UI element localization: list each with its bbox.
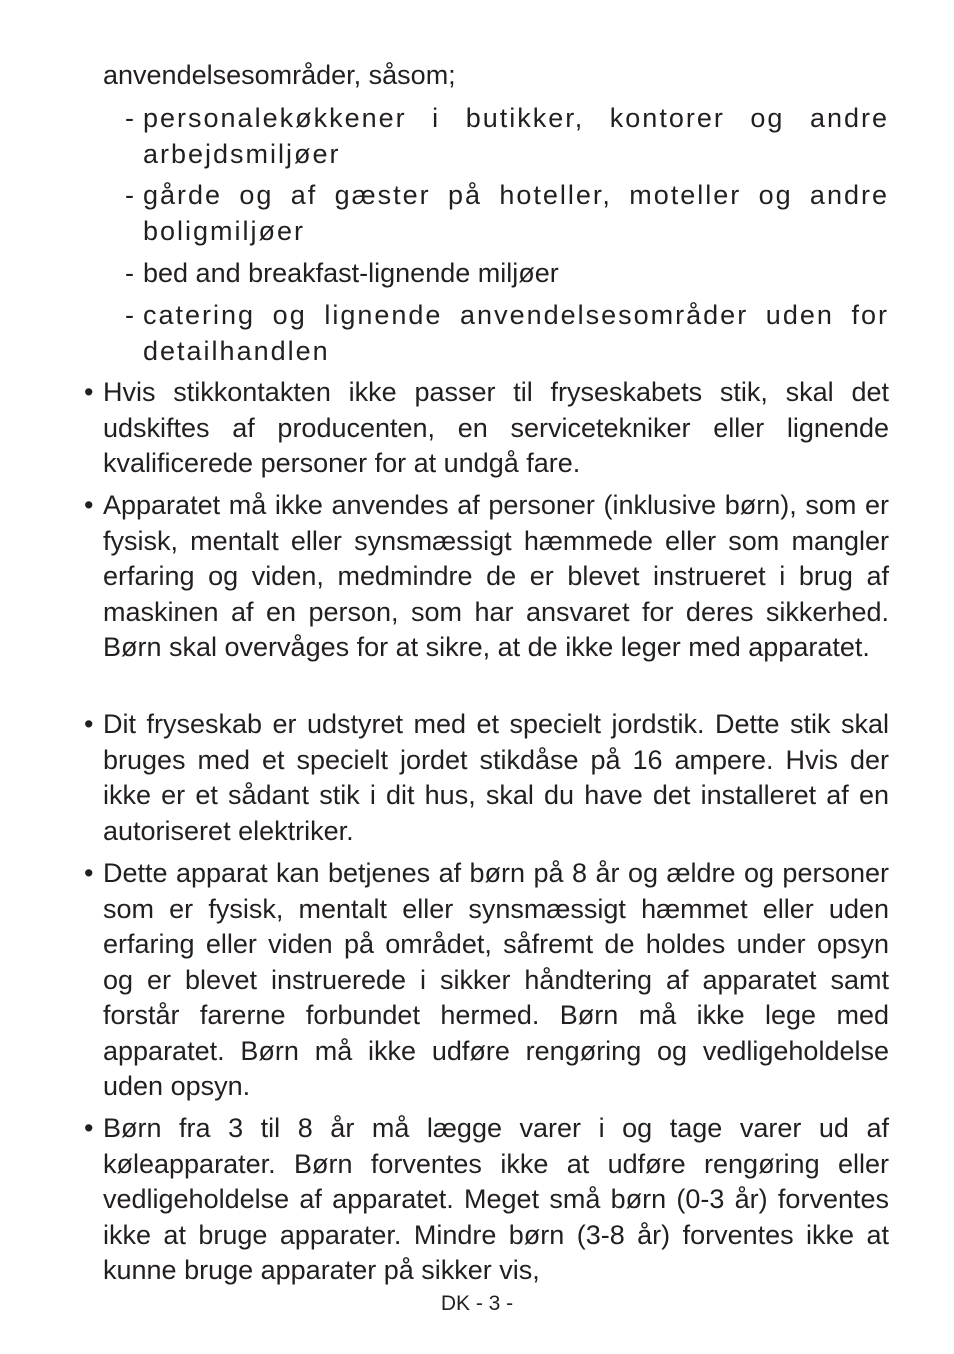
bullet-text: Hvis stikkontakten ikke passer til fryseskabets stik, skal det udskiftes af producenten, en servicetekniker eller lignende kvalificerede personer for at undgå fare. [103,377,889,478]
dash-marker: - [125,258,134,288]
bullet-marker: • [84,858,94,888]
sub-item-text: catering og lignende anvendelsesområder uden for detailhandlen [143,300,889,366]
bullet-text: Apparatet må ikke anvendes af personer (inklusive børn), som er fysisk, mentalt eller synsmæssigt hæmmede eller som mangler erfaring og viden, medmindre de er blevet instrueret i brug af maskinen af en person, som har ansvaret for deres sikkerhed. Børn skal overvåges for at sikre, at de ikke leger med apparatet. [103,490,889,662]
bullet-plug-replacement [84,375,889,482]
bullet-grounded-plug [84,707,889,849]
sub-item-staff-kitchens [125,101,889,172]
sub-item-hotel-guests [125,178,889,249]
bullet-children-ages [84,1111,889,1289]
intro-line: anvendelsesområder, såsom; [103,60,456,90]
bullet-children-supervision [84,856,889,1105]
sub-item-text: gårde og af gæster på hoteller, moteller og andre boligmiljøer [143,180,889,246]
bullet-marker: • [84,490,94,520]
dash-marker: - [125,103,134,133]
sub-item-catering [125,298,889,369]
sub-item-text: bed and breakfast-lignende miljøer [143,258,559,288]
bullet-restricted-persons [84,488,889,666]
bullet-marker: • [84,709,94,739]
sub-item-bed-and-breakfast [125,256,889,292]
page-number: DK - 3 - [440,1292,514,1315]
dash-marker: - [125,180,134,210]
dash-marker: - [125,300,134,330]
bullet-text: Dette apparat kan betjenes af børn på 8 år og ældre og personer som er fysisk, mentalt eller synsmæssigt hæmmet eller uden erfaring eller viden på området, såfremt de holdes under opsyn og er blevet instruerede i sikker håndtering af apparatet samt forstår farerne forbundet hermed. Børn må ikke lege med apparatet. Børn må ikke udføre rengøring og vedligeholdelse uden opsyn. [103,858,889,1101]
bullet-marker: • [84,377,94,407]
bullet-text: Dit fryseskab er udstyret med et specielt jordstik. Dette stik skal bruges med et specielt jordet stikdåse på 16 ampere. Hvis der ikke er et sådant stik i dit hus, skal du have det installeret af en autoriseret elektriker. [103,709,889,846]
bullet-marker: • [84,1113,94,1143]
bullet-text: Børn fra 3 til 8 år må lægge varer i og tage varer ud af køleapparater. Børn forventes ikke at udføre rengøring eller vedligeholdelse af apparatet. Meget små børn (0-3 år) forventes ikke at bruge apparater. Mindre børn (3-8 år) forventes ikke at kunne bruge apparater på sikker vis, [103,1113,889,1285]
sub-item-text: personalekøkkener i butikker, kontorer og andre arbejdsmiljøer [143,103,889,169]
